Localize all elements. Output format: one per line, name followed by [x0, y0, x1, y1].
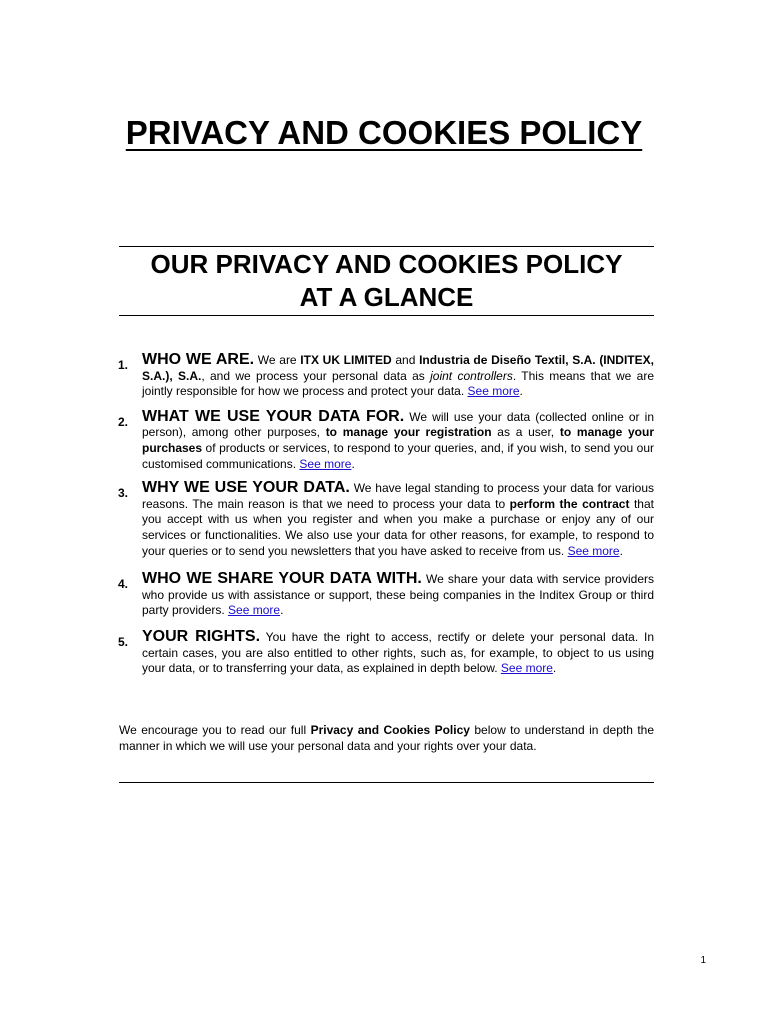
item-end: .: [552, 661, 557, 676]
section-top-divider: [119, 246, 654, 247]
item-text: and: [391, 353, 420, 367]
item-heading: WHAT WE USE YOUR DATA FOR.: [142, 407, 405, 425]
item-text: We will use your data (collected online or in person), among other purposes,: [142, 409, 654, 440]
item-text: We are: [254, 353, 301, 367]
item-text: You have the right to access, rectify or delete your personal data. In certain cases, you are also entitled to other rights, such as, for example, to object to us using your data, or to transferring your data, as explained in depth below.: [142, 629, 654, 676]
section-bottom-divider: [119, 782, 654, 783]
item-number: 5.: [118, 634, 129, 649]
section-title-line-1: OUR PRIVACY AND COOKIES POLICY: [150, 249, 623, 279]
item-text: We share your data with service providers who provide us with assistance or support, these being companies in the Inditex Group or third party providers.: [142, 572, 654, 618]
item-end: .: [351, 456, 355, 471]
item-heading: YOUR RIGHTS.: [142, 627, 261, 645]
item-text: , and we process your personal data as: [201, 368, 431, 383]
summary-item-who-we-are: [118, 352, 654, 400]
see-more-link-data-sharing[interactable]: See more: [228, 603, 281, 618]
summary-item-legal-basis: [118, 480, 654, 559]
item-number: 4.: [118, 577, 129, 592]
item-bold-text: perform the contract: [509, 496, 630, 511]
document-title: PRIVACY AND COOKIES POLICY: [125, 114, 643, 151]
item-end: .: [280, 603, 284, 618]
item-bold-text: to manage your registration: [325, 425, 492, 440]
section-mid-divider: [119, 315, 654, 316]
item-italic-text: joint controllers: [430, 368, 513, 383]
item-text: that you accept with us when you register and when you make a purchase or enjoy any of our services or functionalities. We also use your data for other reasons, for example, to respond to your queries or to send you newsletters that you have asked to receive from us.: [142, 496, 654, 558]
item-number: 3.: [118, 486, 129, 501]
section-title-line-2: AT A GLANCE: [299, 282, 474, 312]
item-text: . This means that we are jointly responsible for how we process and protect your data.: [142, 368, 654, 399]
item-end: .: [519, 384, 523, 399]
summary-item-your-rights: [118, 629, 654, 677]
see-more-link-who-we-are[interactable]: See more: [467, 384, 520, 399]
item-heading: WHO WE ARE.: [142, 351, 255, 368]
item-bold-text: ITX UK LIMITED: [300, 353, 392, 367]
summary-item-data-use: [118, 409, 654, 472]
item-heading: WHY WE USE YOUR DATA.: [142, 479, 350, 497]
see-more-link-data-use[interactable]: See more: [299, 456, 352, 471]
item-text: of products or services, to respond to your queries, and, if you wish, to send you our customised communications.: [142, 440, 654, 471]
closing-paragraph: [119, 722, 654, 754]
item-end: .: [619, 543, 623, 558]
item-number: 1.: [118, 358, 129, 372]
item-number: 2.: [118, 414, 129, 429]
section-title: [119, 248, 654, 314]
closing-text: We encourage you to read our full: [119, 723, 311, 737]
see-more-link-your-rights[interactable]: See more: [500, 661, 553, 676]
item-heading: WHO WE SHARE YOUR DATA WITH.: [142, 570, 422, 588]
item-text: as a user,: [491, 425, 560, 440]
item-bold-text: to manage your purchases: [142, 425, 654, 455]
item-bold-text: Industria de Diseño Textil, S.A. (INDITEX, S.A.), S.A.: [142, 353, 654, 383]
page-number: 1: [700, 955, 706, 966]
closing-bold-text: Privacy and Cookies Policy: [310, 723, 470, 737]
item-text: We have legal standing to process your data for various reasons. The main reason is that we need to process your data to: [142, 481, 654, 511]
summary-list: [118, 352, 654, 686]
see-more-link-legal-basis[interactable]: See more: [567, 543, 620, 558]
summary-item-data-sharing: [118, 571, 654, 619]
closing-text: below to understand in depth the manner in which we will use your personal data and your rights over your data.: [119, 723, 655, 753]
